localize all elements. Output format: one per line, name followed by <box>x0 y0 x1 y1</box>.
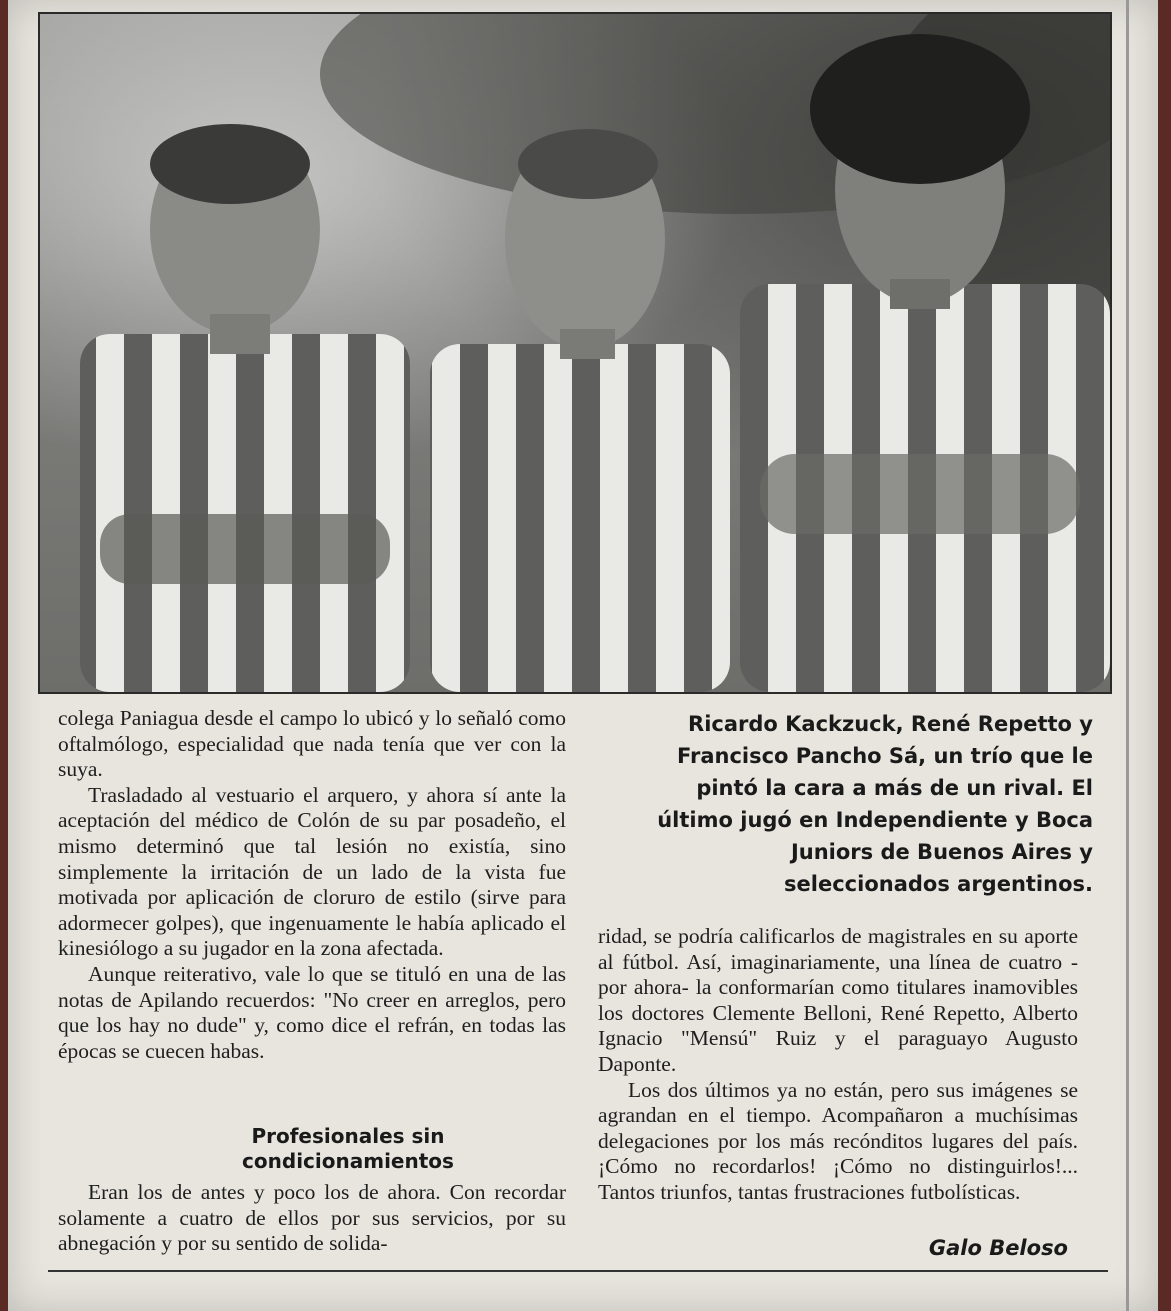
subhead-line: condicionamientos <box>242 1149 454 1173</box>
team-photo <box>38 12 1112 694</box>
caption-line: último jugó en Independiente y Boca <box>657 808 1093 832</box>
bottom-rule <box>48 1270 1108 1272</box>
caption-line: Francisco Pancho Sá, un trío que le <box>676 744 1093 768</box>
article-column-right <box>598 924 1078 1206</box>
paragraph: Los dos últimos ya no están, pero sus imágenes se agrandan en el tiempo. Acompañaron a muchísimas delegaciones por los más recónditos lugares del país. ¡Cómo no recordarlos! ¡Cómo no distinguirlos!... Tantos triunfos, tantas frustraciones futbolísticas. <box>598 1077 1078 1204</box>
paragraph: colega Paniagua desde el campo lo ubicó y lo señaló como oftalmólogo, especialidad que nada tenía que ver con la suya. <box>58 706 566 782</box>
paragraph: ridad, se podría calificarlos de magistrales en su aporte al fútbol. Así, imaginariamente, una línea de cuatro -por ahora- la conformarían como titulares inamovibles los doctores Clemente Belloni, René Repetto, Alberto Ignacio "Mensú" Ruiz y el paraguayo Augusto Daponte. <box>598 924 1078 1076</box>
caption-line: seleccionados argentinos. <box>784 872 1093 896</box>
author-signature: Galo Beloso <box>928 1236 1068 1260</box>
paper-edge <box>1126 0 1129 1311</box>
player-left <box>80 124 410 692</box>
newspaper-clipping <box>8 0 1158 1311</box>
paragraph: Aunque reiterativo, vale lo que se tituló en una de las notas de Apilando recuerdos: "No creer en arreglos, pero que los hay no dude" y, como dice el refrán, en todas las épocas se cuecen habas. <box>58 961 566 1063</box>
paragraph: Trasladado al vestuario el arquero, y ahora sí ante la aceptación del médico de Colón de su par posadeño, el mismo determinó que tal lesión no existía, sino simplemente la irritación de un lado de la vista fue motivada por aplicación de cloruro de estilo (sirve para adormecer golpes), que ingenuamente le había aplicado el kinesiólogo a su jugador en la zona afectada. <box>58 782 566 961</box>
player-middle <box>430 129 730 692</box>
caption-line: Ricardo Kackzuck, René Repetto y <box>688 712 1093 736</box>
paragraph: Eran los de antes y poco los de ahora. Con recordar solamente a cuatro de ellos por sus servicios, por su abnegación y por su sentido de solida- <box>58 1180 566 1256</box>
caption-line: pintó la cara a más de un rival. El <box>696 776 1093 800</box>
photo-caption <box>598 708 1093 900</box>
group-photo-three-players-icon <box>40 14 1110 692</box>
article-column-left-bottom <box>58 1180 566 1257</box>
section-subheading <box>148 1124 548 1174</box>
article-column-left-top <box>58 706 566 1064</box>
subhead-line: Profesionales sin <box>251 1124 445 1148</box>
caption-line: Juniors de Buenos Aires y <box>790 840 1093 864</box>
